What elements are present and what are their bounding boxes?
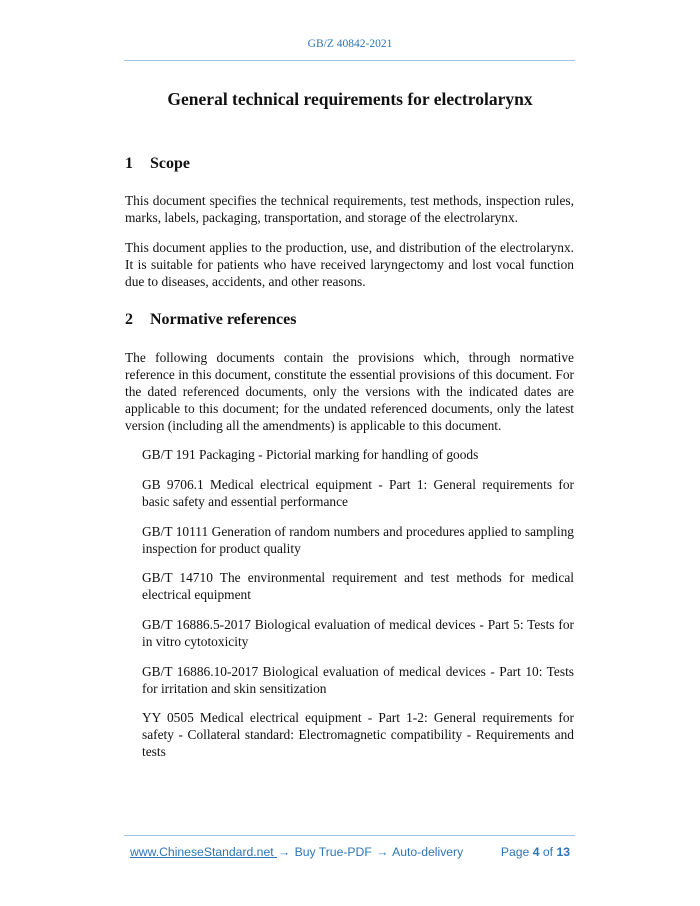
- section-number: 2: [125, 311, 133, 328]
- document-title: General technical requirements for electrolarynx: [167, 89, 533, 109]
- reference-item: YY 0505 Medical electrical equipment - Part 1-2: General requirements for safety - Collateral standard: Electromagnetic compatibility - Requirements and tests: [142, 710, 574, 759]
- buy-pdf-text: Buy True-PDF: [291, 845, 376, 859]
- footer-bar: [130, 845, 575, 859]
- section-heading-scope: [125, 155, 190, 173]
- section-heading-normative-references: [125, 311, 296, 329]
- reference-item: GB/T 16886.10-2017 Biological evaluation of medical devices - Part 10: Tests for irritation and skin sensitization: [142, 664, 574, 696]
- reference-item: GB 9706.1 Medical electrical equipment - Part 1: General requirements for basic safety and essential performance: [142, 477, 574, 509]
- reference-item: GB/T 191 Packaging - Pictorial marking for handling of goods: [142, 447, 479, 462]
- section-number: 1: [125, 155, 133, 172]
- scope-paragraph: This document specifies the technical requirements, test methods, inspection rules, marks, labels, packaging, transportation, and storage of the electrolarynx.: [125, 193, 574, 225]
- total-pages: 13: [556, 845, 570, 859]
- page-indicator: [501, 845, 570, 859]
- current-page: 4: [532, 845, 540, 859]
- auto-delivery-text: Auto-delivery: [389, 845, 464, 859]
- page-of-label: of: [542, 845, 554, 859]
- website-link[interactable]: www.ChineseStandard.net: [130, 845, 278, 859]
- reference-item: GB/T 16886.5-2017 Biological evaluation of medical devices - Part 5: Tests for in vitro cytotoxicity: [142, 617, 574, 649]
- arrow-right-icon: →: [278, 845, 291, 859]
- reference-item: GB/T 10111 Generation of random numbers and procedures applied to sampling inspection for product quality: [142, 524, 574, 556]
- reference-item: GB/T 14710 The environmental requirement and test methods for medical electrical equipment: [142, 570, 574, 602]
- section-title: Normative references: [150, 311, 297, 328]
- footer-divider: [124, 835, 575, 836]
- header-divider: [124, 60, 575, 61]
- scope-paragraph: This document applies to the production, use, and distribution of the electrolarynx. It is suitable for patients who have received laryngectomy and lost vocal function due to diseases, accidents, and other reasons.: [125, 240, 574, 289]
- section-title: Scope: [150, 155, 190, 172]
- standard-code: GB/Z 40842-2021: [307, 38, 393, 50]
- page-label: Page: [500, 845, 530, 859]
- normative-references-paragraph: The following documents contain the provisions which, through normative reference in this document, constitute the essential provisions of this document. For the dated referenced documents, only the versions with the indicated dates are applicable to this document; for the undated referenced documents, only the latest version (including all the amendments) is applicable to this document.: [125, 350, 574, 433]
- arrow-right-icon: →: [376, 845, 389, 859]
